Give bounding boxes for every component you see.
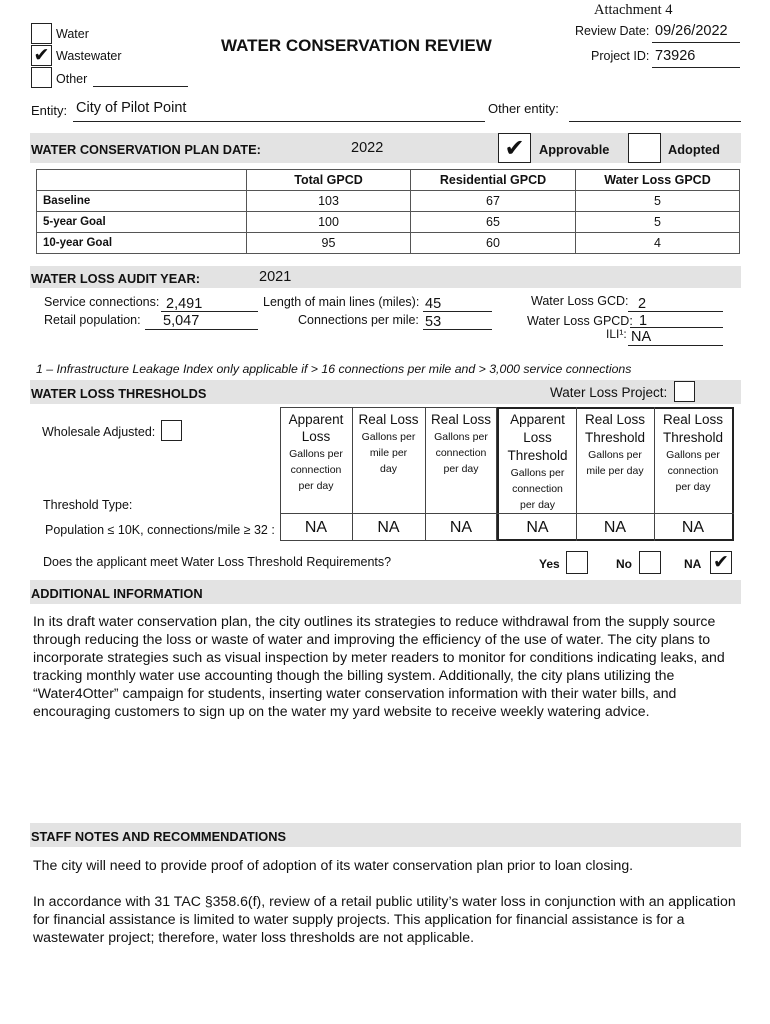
additional-label: ADDITIONAL INFORMATION: [31, 586, 203, 601]
table-row: [37, 212, 740, 233]
gpcd-value[interactable]: 1: [639, 313, 648, 329]
col-title: Real Loss Threshold: [662, 412, 724, 445]
table-cell[interactable]: 5: [576, 212, 740, 233]
approvable-checkbox[interactable]: [498, 133, 531, 163]
table-cell[interactable]: 65: [411, 212, 576, 233]
table-row: [37, 191, 740, 212]
review-date-value[interactable]: 09/26/2022: [655, 23, 728, 39]
entity-label: Entity:: [31, 103, 68, 118]
other-entity-label: Other entity:: [488, 101, 559, 116]
approvable-label: Approvable: [539, 142, 610, 157]
ili-footnote: 1 – Infrastructure Leakage Index only applicable if > 16 connections per mile and > 3,000 service connections: [36, 362, 632, 376]
other-label: Other: [56, 72, 88, 86]
review-date-label: Review Date:: [575, 24, 650, 38]
threshold-row-label: Population ≤ 10K, connections/mile ≥ 32 :: [45, 523, 275, 537]
gpcd-underline: [630, 313, 723, 328]
gcd-label: Water Loss GCD:: [531, 294, 629, 308]
conn-per-mile-underline: [423, 314, 492, 330]
threshold-question: Does the applicant meet Water Loss Threshold Requirements?: [43, 555, 392, 569]
table-cell[interactable]: 5: [576, 191, 740, 212]
entity-value[interactable]: City of Pilot Point: [76, 100, 187, 116]
threshold-col: [352, 411, 425, 477]
thresholds-label: WATER LOSS THRESHOLDS: [31, 386, 207, 401]
service-connections-label: Service connections:: [44, 295, 160, 309]
project-id-label: Project ID:: [591, 49, 650, 63]
wholesale-adjusted-checkbox[interactable]: [161, 420, 182, 441]
plan-date-value[interactable]: 2022: [351, 140, 384, 156]
threshold-type-label: Threshold Type:: [43, 498, 133, 512]
wastewater-label: Wastewater: [56, 49, 122, 63]
col-title: Apparent Loss Threshold: [507, 412, 568, 463]
threshold-col: [499, 411, 576, 513]
row-label: 5-year Goal: [37, 212, 247, 233]
additional-text: In its draft water conservation plan, the city outlines its strategies to reduce withdrawal from the supply source through reducing the loss or waste of water and improving the efficiency of the use of water. The city plans to incorporate strategies such as visual inspection by meter readers to monitor for conditions indicating leaks, and tracking monthly water use accounting though the billing system. Additionally, the city plans utilizing the “Water4Otter” campaign for students, inserting water conservation information with their water bills, and encouraging customers to sign up on the water my yard website to receive weekly watering advice.: [33, 613, 725, 719]
col-title: Apparent Loss: [288, 412, 344, 444]
check-icon: ✔: [504, 134, 525, 162]
retail-population-underline: [145, 314, 258, 330]
review-date-underline: [652, 26, 740, 43]
threshold-col: [280, 411, 352, 494]
main-lines-value[interactable]: 45: [425, 296, 442, 312]
gpcd-table: [36, 169, 740, 254]
wholesale-adjusted-label: Wholesale Adjusted:: [42, 425, 156, 439]
table-header-cell: Total GPCD: [247, 170, 411, 191]
other-underline: [93, 74, 188, 87]
col-sub: Gallons per connection per day: [666, 449, 720, 493]
gcd-underline: [628, 296, 723, 312]
na-checkbox[interactable]: [710, 551, 732, 574]
retail-population-label: Retail population:: [44, 313, 141, 327]
water-label: Water: [56, 27, 89, 41]
service-connections-value[interactable]: 2,491: [166, 296, 203, 312]
threshold-col: [654, 411, 732, 495]
no-checkbox[interactable]: [639, 551, 661, 574]
col-sub: Gallons per connection per day: [510, 467, 565, 511]
table-cell[interactable]: 100: [247, 212, 411, 233]
main-lines-label: Length of main lines (miles):: [263, 295, 420, 309]
staff-label: STAFF NOTES AND RECOMMENDATIONS: [31, 829, 286, 844]
ili-underline: [628, 330, 723, 346]
threshold-col: [425, 411, 497, 477]
table-cell[interactable]: 4: [576, 233, 740, 254]
na-label: NA: [684, 557, 702, 571]
page-title: WATER CONSERVATION REVIEW: [221, 36, 492, 55]
table-cell[interactable]: 103: [247, 191, 411, 212]
check-icon: ✔: [713, 551, 729, 573]
adopted-label: Adopted: [668, 142, 720, 157]
ili-label: ILI¹:: [606, 327, 627, 341]
threshold-value[interactable]: NA: [526, 519, 549, 536]
ili-value[interactable]: NA: [631, 329, 652, 345]
no-label: No: [616, 557, 632, 571]
water-loss-project-checkbox[interactable]: [674, 381, 695, 402]
col-title: Real Loss Threshold: [584, 412, 646, 445]
threshold-col: [576, 411, 654, 479]
conn-per-mile-value[interactable]: 53: [425, 314, 442, 330]
threshold-value[interactable]: NA: [603, 519, 627, 536]
table-cell[interactable]: 95: [247, 233, 411, 254]
retail-population-value[interactable]: 5,047: [163, 313, 200, 329]
water-checkbox[interactable]: [31, 23, 52, 44]
wastewater-checkbox[interactable]: [31, 45, 52, 66]
table-cell[interactable]: 60: [411, 233, 576, 254]
threshold-value[interactable]: NA: [681, 519, 705, 536]
check-icon: ✔: [33, 44, 50, 66]
col-sub: Gallons per mile per day: [586, 449, 644, 477]
adopted-checkbox[interactable]: [628, 133, 661, 163]
table-row: [37, 233, 740, 254]
table-header-cell: Water Loss GPCD: [576, 170, 740, 191]
col-title: Real Loss: [358, 412, 419, 427]
main-lines-underline: [423, 296, 492, 312]
table-header-cell: [37, 170, 247, 191]
threshold-value[interactable]: NA: [304, 519, 328, 536]
water-loss-project-label: Water Loss Project:: [550, 385, 668, 400]
project-id-underline: [652, 51, 740, 68]
yes-checkbox[interactable]: [566, 551, 588, 574]
gpcd-label: Water Loss GPCD:: [527, 314, 633, 328]
staff-note-2: In accordance with 31 TAC §358.6(f), review of a retail public utility’s water loss in conjunction with an application for financial assistance is limited to water supply projects. This application for financial assistance is for a wastewater project; therefore, water loss thresholds are not applicable.: [33, 893, 736, 945]
conn-per-mile-label: Connections per mile:: [298, 313, 419, 327]
col-sub: Gallons per connection per day: [434, 431, 488, 475]
other-entity-underline[interactable]: [569, 104, 741, 122]
other-checkbox[interactable]: [31, 67, 52, 88]
threshold-row-divider: [280, 513, 734, 514]
table-header-row: [37, 170, 740, 191]
yes-label: Yes: [539, 557, 560, 571]
entity-underline: [73, 104, 485, 122]
attachment-label: Attachment 4: [594, 2, 673, 18]
staff-note-1: The city will need to provide proof of adoption of its water conservation plan prior to loan closing.: [33, 857, 634, 873]
service-connections-underline: [161, 296, 258, 312]
audit-year-value[interactable]: 2021: [259, 269, 292, 285]
table-header-cell: Residential GPCD: [411, 170, 576, 191]
row-label: Baseline: [37, 191, 247, 212]
row-label: 10-year Goal: [37, 233, 247, 254]
threshold-value[interactable]: NA: [377, 519, 400, 536]
col-sub: Gallons per connection per day: [289, 448, 343, 492]
plan-date-label: WATER CONSERVATION PLAN DATE:: [31, 142, 261, 157]
audit-label: WATER LOSS AUDIT YEAR:: [31, 271, 200, 286]
col-title: Real Loss: [430, 412, 492, 427]
col-sub: Gallons per mile per day: [361, 431, 416, 475]
gcd-value[interactable]: 2: [638, 296, 647, 312]
thresholds-grid: [280, 407, 734, 541]
table-cell[interactable]: 67: [411, 191, 576, 212]
threshold-value[interactable]: NA: [449, 519, 473, 536]
project-id-value[interactable]: 73926: [655, 48, 696, 64]
